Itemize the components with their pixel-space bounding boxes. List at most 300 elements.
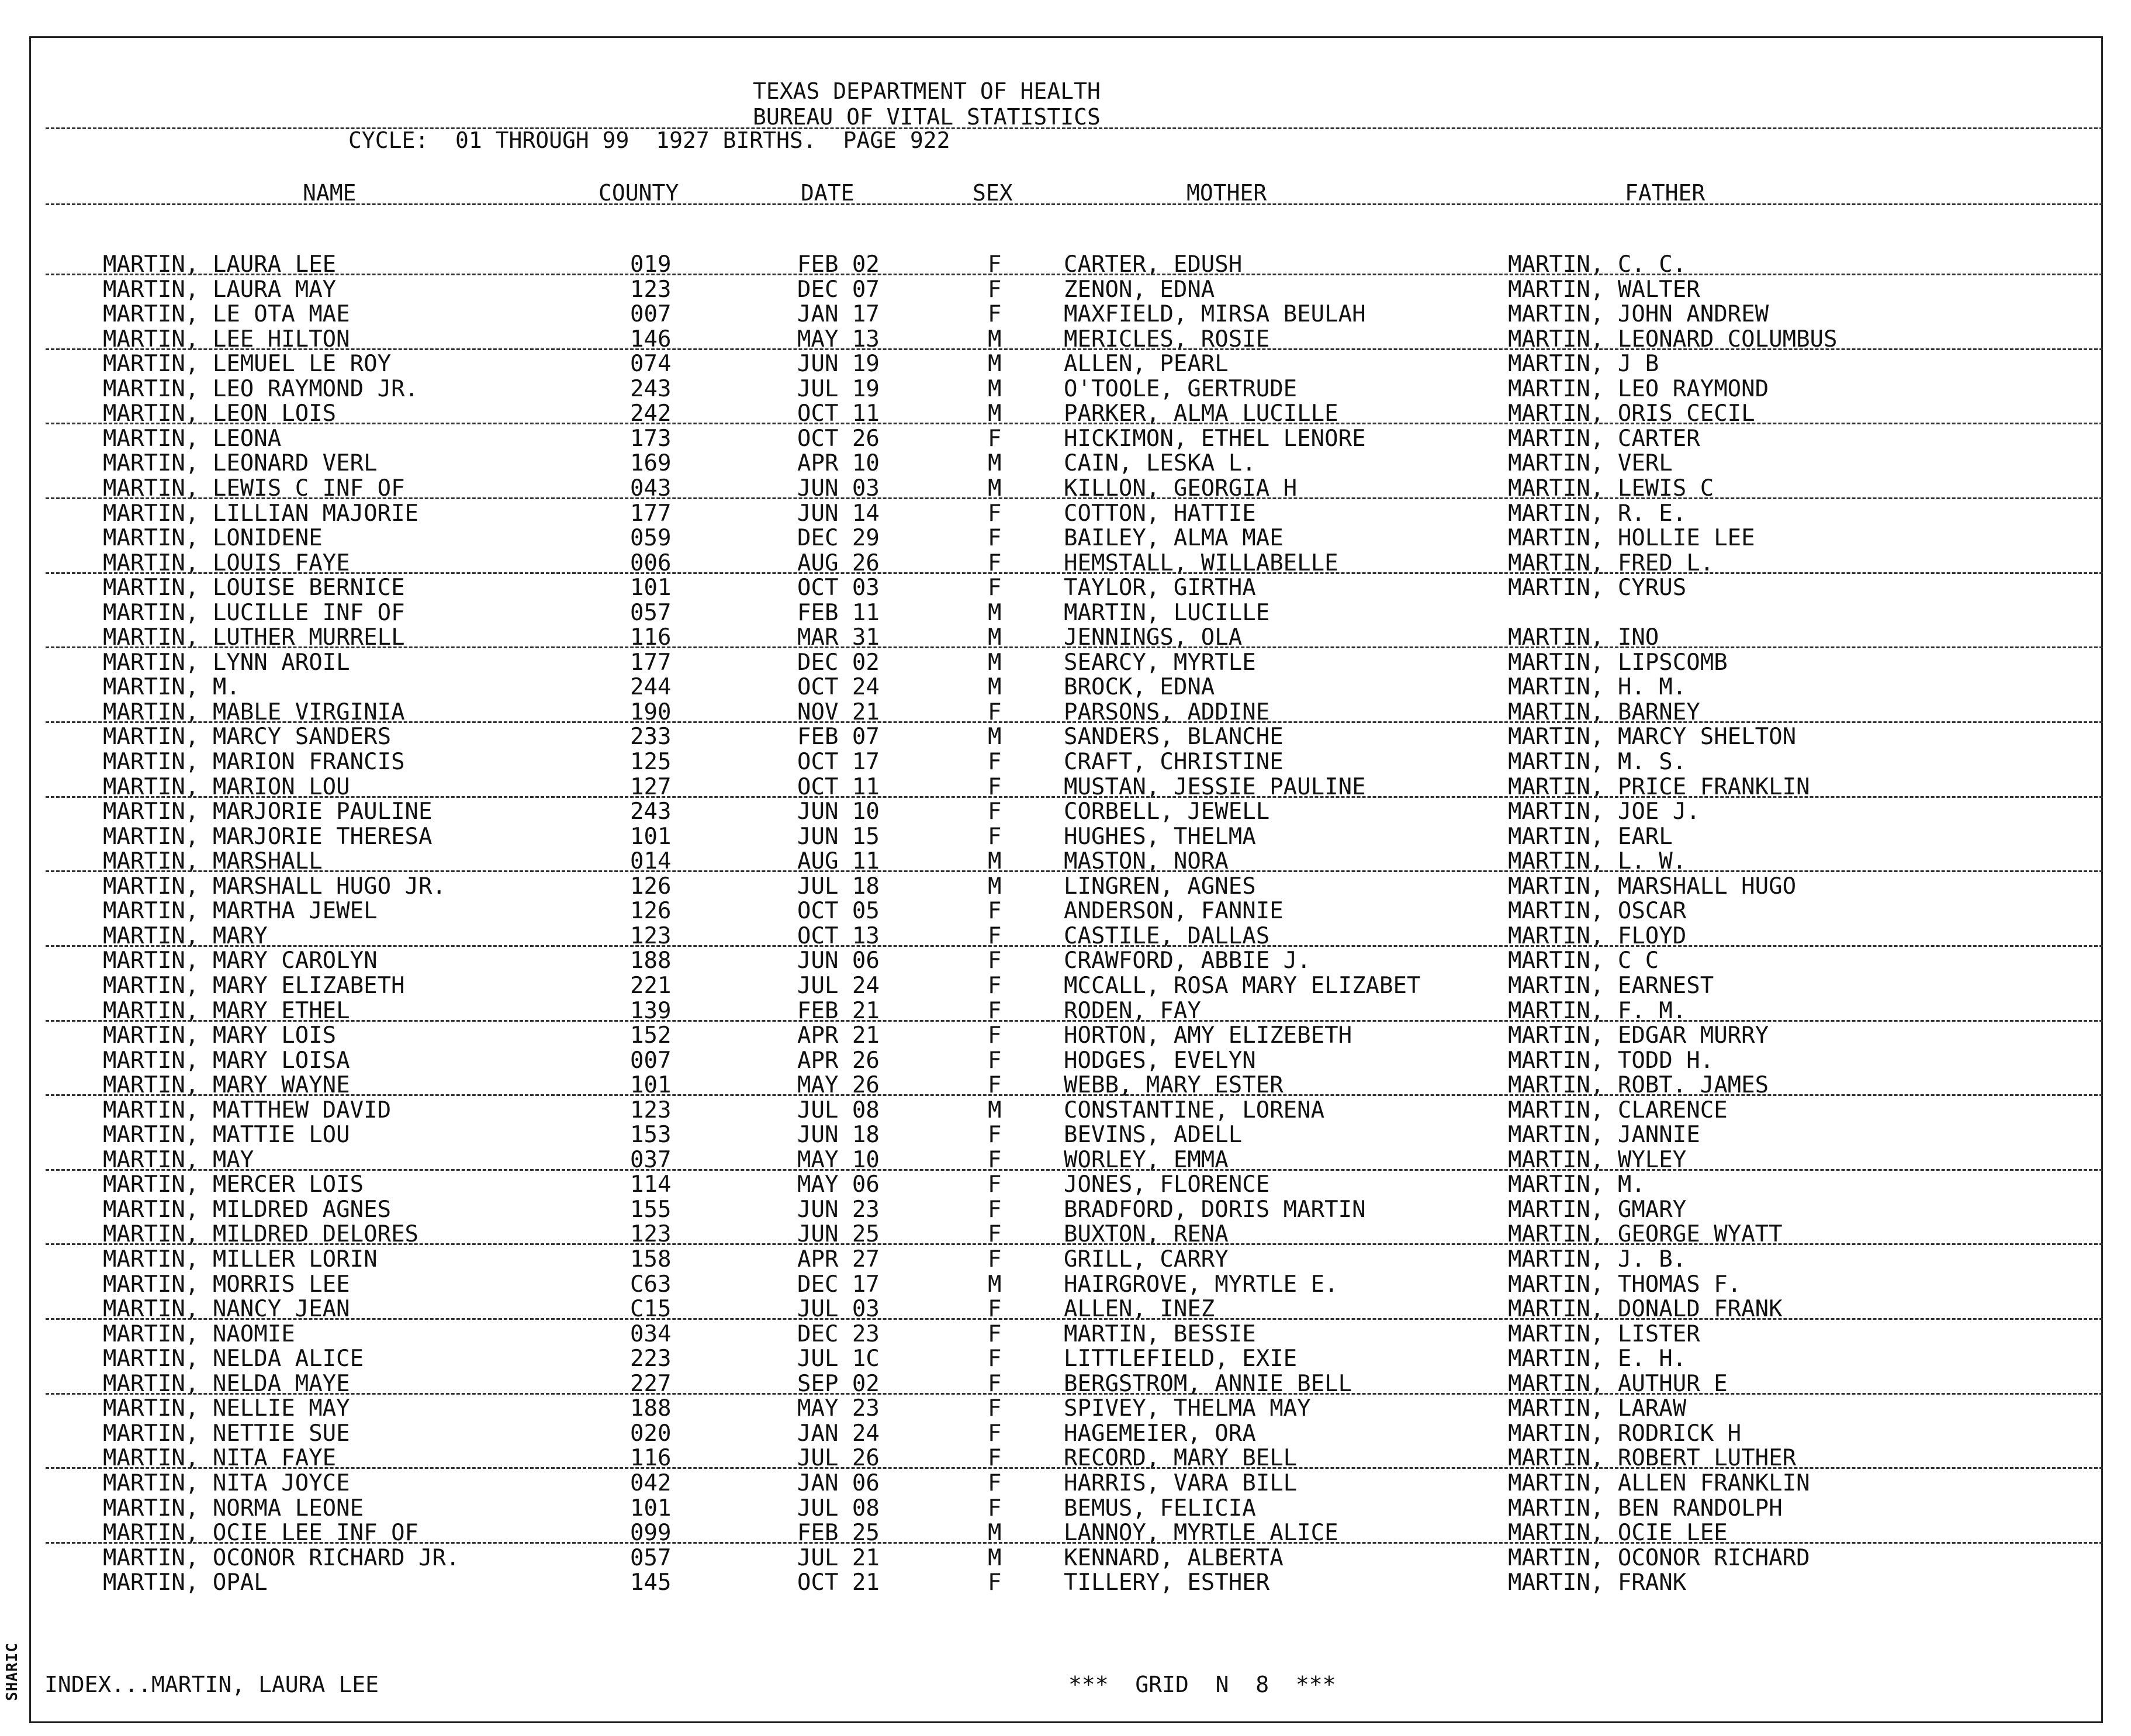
cell-mother: LANNOY, MYRTLE ALICE [1064, 1520, 1338, 1547]
cell-sex: F [988, 1320, 1002, 1347]
cell-sex: F [988, 922, 1002, 949]
column-header-county: COUNTY [599, 180, 679, 206]
row-group-rule [46, 1542, 2103, 1544]
cell-mother: HODGES, EVELYN [1064, 1047, 1256, 1074]
cell-father: MARTIN, GEORGE WYATT [1508, 1221, 1783, 1248]
cell-father: MARTIN, PRICE FRANKLIN [1508, 773, 1810, 800]
cell-county: 114 [630, 1171, 672, 1198]
column-header-rule [46, 203, 2103, 205]
cell-father: MARTIN, RODRICK H [1508, 1420, 1742, 1447]
cell-mother: PARKER, ALMA LUCILLE [1064, 400, 1338, 427]
table-row [0, 725, 2131, 750]
grid-label: *** GRID N 8 *** [1068, 1672, 1336, 1697]
row-group-rule [46, 1467, 2103, 1469]
cell-mother: CASTILE, DALLAS [1064, 922, 1270, 949]
index-label: INDEX...MARTIN, LAURA LEE [44, 1672, 379, 1697]
cell-date: JUL 19 [797, 375, 880, 402]
cell-father: MARTIN, LEO RAYMOND [1508, 375, 1769, 402]
bureau-title: BUREAU OF VITAL STATISTICS [753, 104, 1101, 130]
cell-sex: F [988, 1370, 1002, 1397]
table-row [0, 377, 2131, 402]
cell-county: 188 [630, 1395, 672, 1422]
table-row [0, 1422, 2131, 1447]
cell-county: 221 [630, 972, 672, 999]
cell-mother: MCCALL, ROSA MARY ELIZABET [1064, 972, 1421, 999]
cell-county: 126 [630, 873, 672, 900]
cell-date: FEB 11 [797, 599, 880, 626]
cell-county: 227 [630, 1370, 672, 1397]
cell-name: MARTIN, LYNN AROIL [103, 649, 350, 676]
cell-father: MARTIN, HOLLIE LEE [1508, 525, 1755, 552]
cell-date: OCT 11 [797, 773, 880, 800]
cell-father: MARTIN, OCONOR RICHARD [1508, 1544, 1810, 1571]
cell-county: 169 [630, 450, 672, 477]
cell-county: 152 [630, 1022, 672, 1049]
cell-mother: O'TOOLE, GERTRUDE [1064, 375, 1298, 402]
cell-sex: F [988, 1146, 1002, 1173]
cell-name: MARTIN, MABLE VIRGINIA [103, 698, 405, 725]
cell-name: MARTIN, MARION FRANCIS [103, 749, 405, 775]
cell-county: C15 [630, 1296, 672, 1323]
cell-sex: M [988, 1544, 1002, 1571]
cell-name: MARTIN, NETTIE SUE [103, 1420, 350, 1447]
cell-sex: F [988, 798, 1002, 825]
cell-mother: MASTON, NORA [1064, 848, 1229, 875]
cell-sex: F [988, 276, 1002, 303]
cell-date: JUN 19 [797, 351, 880, 378]
table-row [0, 1546, 2131, 1571]
cell-mother: MARTIN, BESSIE [1064, 1320, 1256, 1347]
cell-name: MARTIN, NAOMIE [103, 1320, 295, 1347]
cell-name: MARTIN, MARSHALL [103, 848, 323, 875]
cell-sex: F [988, 1395, 1002, 1422]
cell-sex: F [988, 1420, 1002, 1447]
cell-county: 188 [630, 947, 672, 974]
column-header-name: NAME [303, 180, 357, 206]
cell-name: MARTIN, LAURA LEE [103, 251, 337, 278]
cell-sex: F [988, 251, 1002, 278]
column-header-mother: MOTHER [1186, 180, 1267, 206]
cell-father: MARTIN, JOE J. [1508, 798, 1700, 825]
row-group-rule [46, 348, 2103, 350]
cell-father: MARTIN, MARSHALL HUGO [1508, 873, 1797, 900]
cell-father: MARTIN, M. [1508, 1171, 1645, 1198]
cell-father: MARTIN, DONALD FRANK [1508, 1296, 1783, 1323]
column-header-date: DATE [801, 180, 855, 206]
table-row [0, 1023, 2131, 1049]
cell-date: OCT 17 [797, 749, 880, 775]
row-group-rule [46, 572, 2103, 574]
cell-name: MARTIN, LOUISE BERNICE [103, 575, 405, 601]
cell-father: MARTIN, MARCY SHELTON [1508, 724, 1797, 751]
cell-father: MARTIN, LARAW [1508, 1395, 1687, 1422]
cell-date: MAY 06 [797, 1171, 880, 1198]
cell-sex: F [988, 773, 1002, 800]
cell-name: MARTIN, MARCY SANDERS [103, 724, 392, 751]
table-row [0, 502, 2131, 527]
cell-name: MARTIN, MATTIE LOU [103, 1122, 350, 1149]
table-row [0, 899, 2131, 924]
cell-father: MARTIN, FRED L. [1508, 549, 1714, 576]
cell-date: JUL 03 [797, 1296, 880, 1323]
row-group-rule [46, 497, 2103, 499]
table-row [0, 675, 2131, 700]
cell-county: 059 [630, 525, 672, 552]
cell-sex: F [988, 549, 1002, 576]
cell-father: MARTIN, J. B. [1508, 1246, 1687, 1272]
cell-father: MARTIN, WALTER [1508, 276, 1700, 303]
cell-county: 034 [630, 1320, 672, 1347]
cell-date: APR 21 [797, 1022, 880, 1049]
cell-mother: ZENON, EDNA [1064, 276, 1215, 303]
table-row [0, 278, 2131, 303]
cell-father: MARTIN, C C [1508, 947, 1659, 974]
cell-mother: BROCK, EDNA [1064, 674, 1215, 701]
row-group-rule [46, 1318, 2103, 1320]
cell-sex: M [988, 326, 1002, 352]
table-row [0, 651, 2131, 676]
cell-sex: F [988, 1246, 1002, 1272]
cell-father: MARTIN, ROBT. JAMES [1508, 1072, 1769, 1099]
cell-father: MARTIN, R. E. [1508, 500, 1687, 527]
cell-sex: F [988, 525, 1002, 552]
table-row [0, 1272, 2131, 1298]
cell-date: FEB 25 [797, 1520, 880, 1547]
cell-sex: F [988, 1469, 1002, 1496]
cell-mother: JONES, FLORENCE [1064, 1171, 1270, 1198]
cell-sex: M [988, 649, 1002, 676]
cell-sex: M [988, 848, 1002, 875]
cell-county: 007 [630, 301, 672, 328]
cell-sex: M [988, 351, 1002, 378]
cell-county: 173 [630, 425, 672, 452]
cell-father: MARTIN, GMARY [1508, 1196, 1687, 1223]
cell-county: 242 [630, 400, 672, 427]
table-row [0, 825, 2131, 850]
cell-name: MARTIN, MERCER LOIS [103, 1171, 364, 1198]
cell-father: MARTIN, VERL [1508, 450, 1673, 477]
cell-county: 014 [630, 848, 672, 875]
cell-county: 019 [630, 251, 672, 278]
cell-father: MARTIN, H. M. [1508, 674, 1687, 701]
cell-name: MARTIN, NORMA LEONE [103, 1495, 364, 1521]
cell-name: MARTIN, LEWIS C INF OF [103, 475, 405, 502]
cell-name: MARTIN, OCIE LEE INF OF [103, 1520, 419, 1547]
cell-father: MARTIN, THOMAS F. [1508, 1271, 1742, 1298]
cell-father: MARTIN, J B [1508, 351, 1659, 378]
cell-mother: GRILL, CARRY [1064, 1246, 1229, 1272]
table-row [0, 750, 2131, 775]
cell-county: 101 [630, 823, 672, 850]
cell-date: JUL 18 [797, 873, 880, 900]
column-header-father: FATHER [1625, 180, 1706, 206]
cell-sex: M [988, 1271, 1002, 1298]
row-group-rule [46, 721, 2103, 723]
cell-date: AUG 26 [797, 549, 880, 576]
cell-sex: M [988, 724, 1002, 751]
row-group-rule [46, 870, 2103, 872]
cell-county: 123 [630, 1097, 672, 1123]
cell-name: MARTIN, NELDA MAYE [103, 1370, 350, 1397]
cell-county: 125 [630, 749, 672, 775]
row-group-rule [46, 646, 2103, 648]
cell-county: 127 [630, 773, 672, 800]
cell-mother: WEBB, MARY ESTER [1064, 1072, 1284, 1099]
row-group-rule [46, 1094, 2103, 1096]
cell-date: OCT 03 [797, 575, 880, 601]
cell-sex: M [988, 400, 1002, 427]
cell-mother: HEMSTALL, WILLABELLE [1064, 549, 1338, 576]
cell-county: 153 [630, 1122, 672, 1149]
side-label: SHARIC [4, 1642, 21, 1701]
cell-name: MARTIN, LEON LOIS [103, 400, 337, 427]
cell-county: 057 [630, 1544, 672, 1571]
cell-name: MARTIN, NITA FAYE [103, 1445, 337, 1472]
cell-mother: CAIN, LESKA L. [1064, 450, 1256, 477]
cell-sex: M [988, 599, 1002, 626]
row-group-rule [46, 423, 2103, 424]
cell-county: 123 [630, 1221, 672, 1248]
cell-date: SEP 02 [797, 1370, 880, 1397]
cell-sex: F [988, 1296, 1002, 1323]
cell-name: MARTIN, MILDRED DELORES [103, 1221, 419, 1248]
cell-sex: M [988, 674, 1002, 701]
cell-mother: CORBELL, JEWELL [1064, 798, 1270, 825]
cell-date: JAN 17 [797, 301, 880, 328]
cell-mother: BUXTON, RENA [1064, 1221, 1229, 1248]
cell-father: MARTIN, CLARENCE [1508, 1097, 1728, 1123]
cell-county: 043 [630, 475, 672, 502]
cell-father: MARTIN, OCIE LEE [1508, 1520, 1728, 1547]
cell-date: JUN 06 [797, 947, 880, 974]
cell-name: MARTIN, MARY ELIZABETH [103, 972, 405, 999]
cell-name: MARTIN, MAY [103, 1146, 254, 1173]
cell-date: AUG 11 [797, 848, 880, 875]
cell-name: MARTIN, OPAL [103, 1569, 268, 1596]
cell-mother: HARRIS, VARA BILL [1064, 1469, 1298, 1496]
cell-sex: F [988, 1445, 1002, 1472]
cell-sex: F [988, 997, 1002, 1024]
cell-date: JUL 08 [797, 1097, 880, 1123]
cell-sex: M [988, 375, 1002, 402]
cell-mother: CRAWFORD, ABBIE J. [1064, 947, 1311, 974]
cell-date: OCT 13 [797, 922, 880, 949]
cell-mother: BEMUS, FELICIA [1064, 1495, 1256, 1521]
cell-mother: HICKIMON, ETHEL LENORE [1064, 425, 1366, 452]
cell-mother: CARTER, EDUSH [1064, 251, 1243, 278]
cell-county: 116 [630, 624, 672, 651]
cell-mother: BAILEY, ALMA MAE [1064, 525, 1284, 552]
row-group-rule [46, 796, 2103, 798]
cell-date: JUN 03 [797, 475, 880, 502]
cell-county: 116 [630, 1445, 672, 1472]
cell-mother: JENNINGS, OLA [1064, 624, 1243, 651]
cell-mother: HAIRGROVE, MYRTLE E. [1064, 1271, 1338, 1298]
cell-date: FEB 07 [797, 724, 880, 751]
cell-sex: F [988, 1196, 1002, 1223]
cell-name: MARTIN, MORRIS LEE [103, 1271, 350, 1298]
table-row [0, 302, 2131, 327]
cell-county: 158 [630, 1246, 672, 1272]
table-row [0, 949, 2131, 974]
cell-father: MARTIN, LEONARD COLUMBUS [1508, 326, 1838, 352]
cell-date: DEC 07 [797, 276, 880, 303]
cell-county: 126 [630, 898, 672, 925]
table-row [0, 1098, 2131, 1123]
cell-sex: F [988, 898, 1002, 925]
cell-sex: F [988, 1495, 1002, 1521]
row-group-rule [46, 1169, 2103, 1171]
cell-father: MARTIN, LISTER [1508, 1320, 1700, 1347]
cell-sex: M [988, 475, 1002, 502]
cell-sex: F [988, 749, 1002, 775]
cell-name: MARTIN, LEONARD VERL [103, 450, 378, 477]
cell-sex: M [988, 1520, 1002, 1547]
cell-date: JUN 10 [797, 798, 880, 825]
cell-name: MARTIN, MARY CAROLYN [103, 947, 378, 974]
table-row [0, 451, 2131, 476]
cell-date: JUL 1C [797, 1346, 880, 1372]
cell-date: NOV 21 [797, 698, 880, 725]
row-group-rule [46, 274, 2103, 275]
cell-name: MARTIN, LE OTA MAE [103, 301, 350, 328]
cell-mother: MARTIN, LUCILLE [1064, 599, 1270, 626]
cell-father: MARTIN, M. S. [1508, 749, 1687, 775]
cell-father: MARTIN, ALLEN FRANKLIN [1508, 1469, 1810, 1496]
cell-father: MARTIN, FLOYD [1508, 922, 1687, 949]
cell-name: MARTIN, OCONOR RICHARD JR. [103, 1544, 460, 1571]
cell-mother: BERGSTROM, ANNIE BELL [1064, 1370, 1352, 1397]
cell-name: MARTIN, MARY LOIS [103, 1022, 337, 1049]
table-row [0, 874, 2131, 900]
cell-date: JUN 15 [797, 823, 880, 850]
cell-father: MARTIN, TODD H. [1508, 1047, 1714, 1074]
cell-mother: RODEN, FAY [1064, 997, 1201, 1024]
cell-father: MARTIN, LIPSCOMB [1508, 649, 1728, 676]
cell-name: MARTIN, LOUIS FAYE [103, 549, 350, 576]
table-row [0, 526, 2131, 551]
cell-date: JUN 25 [797, 1221, 880, 1248]
cell-county: 037 [630, 1146, 672, 1173]
cell-father: MARTIN, E. H. [1508, 1346, 1687, 1372]
cell-mother: RECORD, MARY BELL [1064, 1445, 1298, 1472]
cell-date: APR 27 [797, 1246, 880, 1272]
cell-county: 020 [630, 1420, 672, 1447]
cell-county: C63 [630, 1271, 672, 1298]
cell-father: MARTIN, F. M. [1508, 997, 1687, 1024]
cell-date: MAY 13 [797, 326, 880, 352]
cell-father: MARTIN, OSCAR [1508, 898, 1687, 925]
cell-sex: M [988, 624, 1002, 651]
cell-mother: HORTON, AMY ELIZEBETH [1064, 1022, 1352, 1049]
cell-father: MARTIN, EARL [1508, 823, 1673, 850]
cell-date: DEC 17 [797, 1271, 880, 1298]
cell-father: MARTIN, FRANK [1508, 1569, 1687, 1596]
cell-sex: F [988, 1221, 1002, 1248]
cell-date: JUL 08 [797, 1495, 880, 1521]
cell-sex: F [988, 1072, 1002, 1099]
cell-name: MARTIN, LAURA MAY [103, 276, 337, 303]
cell-date: DEC 23 [797, 1320, 880, 1347]
table-row [0, 1322, 2131, 1347]
cell-name: MARTIN, MARSHALL HUGO JR. [103, 873, 446, 900]
cell-county: 190 [630, 698, 672, 725]
cell-father: MARTIN, INO [1508, 624, 1659, 651]
cell-name: MARTIN, NELDA ALICE [103, 1346, 364, 1372]
cell-date: APR 26 [797, 1047, 880, 1074]
cell-county: 244 [630, 674, 672, 701]
cell-name: MARTIN, MARY ETHEL [103, 997, 350, 1024]
table-row [0, 576, 2131, 601]
cell-county: 099 [630, 1520, 672, 1547]
table-row [0, 1496, 2131, 1521]
cell-father: MARTIN, CARTER [1508, 425, 1700, 452]
cell-date: OCT 24 [797, 674, 880, 701]
cell-county: 057 [630, 599, 672, 626]
cycle-line: CYCLE: 01 THROUGH 99 1927 BIRTHS. PAGE 922 [348, 127, 950, 153]
cell-mother: PARSONS, ADDINE [1064, 698, 1270, 725]
cell-mother: TILLERY, ESTHER [1064, 1569, 1270, 1596]
cell-date: JUN 14 [797, 500, 880, 527]
table-row [0, 352, 2131, 377]
cell-date: MAY 26 [797, 1072, 880, 1099]
cell-sex: M [988, 1097, 1002, 1123]
cell-county: 177 [630, 500, 672, 527]
cell-county: 177 [630, 649, 672, 676]
cell-date: OCT 21 [797, 1569, 880, 1596]
cell-name: MARTIN, NANCY JEAN [103, 1296, 350, 1323]
cell-county: 007 [630, 1047, 672, 1074]
cell-date: JAN 06 [797, 1469, 880, 1496]
cell-mother: LINGREN, AGNES [1064, 873, 1256, 900]
cell-sex: M [988, 873, 1002, 900]
cell-name: MARTIN, MILDRED AGNES [103, 1196, 392, 1223]
cell-name: MARTIN, LEONA [103, 425, 282, 452]
cell-name: MARTIN, MARION LOU [103, 773, 350, 800]
cell-name: MARTIN, MARY LOISA [103, 1047, 350, 1074]
cell-sex: F [988, 1569, 1002, 1596]
cell-county: 123 [630, 922, 672, 949]
column-header-sex: SEX [973, 180, 1013, 206]
table-row [0, 974, 2131, 999]
table-row [0, 1173, 2131, 1198]
table-row [0, 1571, 2131, 1596]
cell-mother: BRADFORD, DORIS MARTIN [1064, 1196, 1366, 1223]
cell-county: 123 [630, 276, 672, 303]
cell-mother: MAXFIELD, MIRSA BEULAH [1064, 301, 1366, 328]
cell-mother: CRAFT, CHRISTINE [1064, 749, 1284, 775]
cell-father: MARTIN, BEN RANDOLPH [1508, 1495, 1783, 1521]
cell-date: JUN 23 [797, 1196, 880, 1223]
cell-date: JUL 26 [797, 1445, 880, 1472]
cell-father: MARTIN, LEWIS C [1508, 475, 1714, 502]
cell-father: MARTIN, EARNEST [1508, 972, 1714, 999]
cell-name: MARTIN, LEO RAYMOND JR. [103, 375, 419, 402]
cell-mother: HUGHES, THELMA [1064, 823, 1256, 850]
cell-name: MARTIN, LONIDENE [103, 525, 323, 552]
cell-date: OCT 05 [797, 898, 880, 925]
cell-mother: SEARCY, MYRTLE [1064, 649, 1256, 676]
cell-mother: KILLON, GEORGIA H [1064, 475, 1298, 502]
table-row [0, 1247, 2131, 1272]
cell-sex: F [988, 425, 1002, 452]
cell-name: MARTIN, MATTHEW DAVID [103, 1097, 392, 1123]
row-group-rule [46, 945, 2103, 947]
cell-date: JUL 24 [797, 972, 880, 999]
cell-county: 139 [630, 997, 672, 1024]
cell-father: MARTIN, ROBERT LUTHER [1508, 1445, 1797, 1472]
cell-sex: F [988, 301, 1002, 328]
